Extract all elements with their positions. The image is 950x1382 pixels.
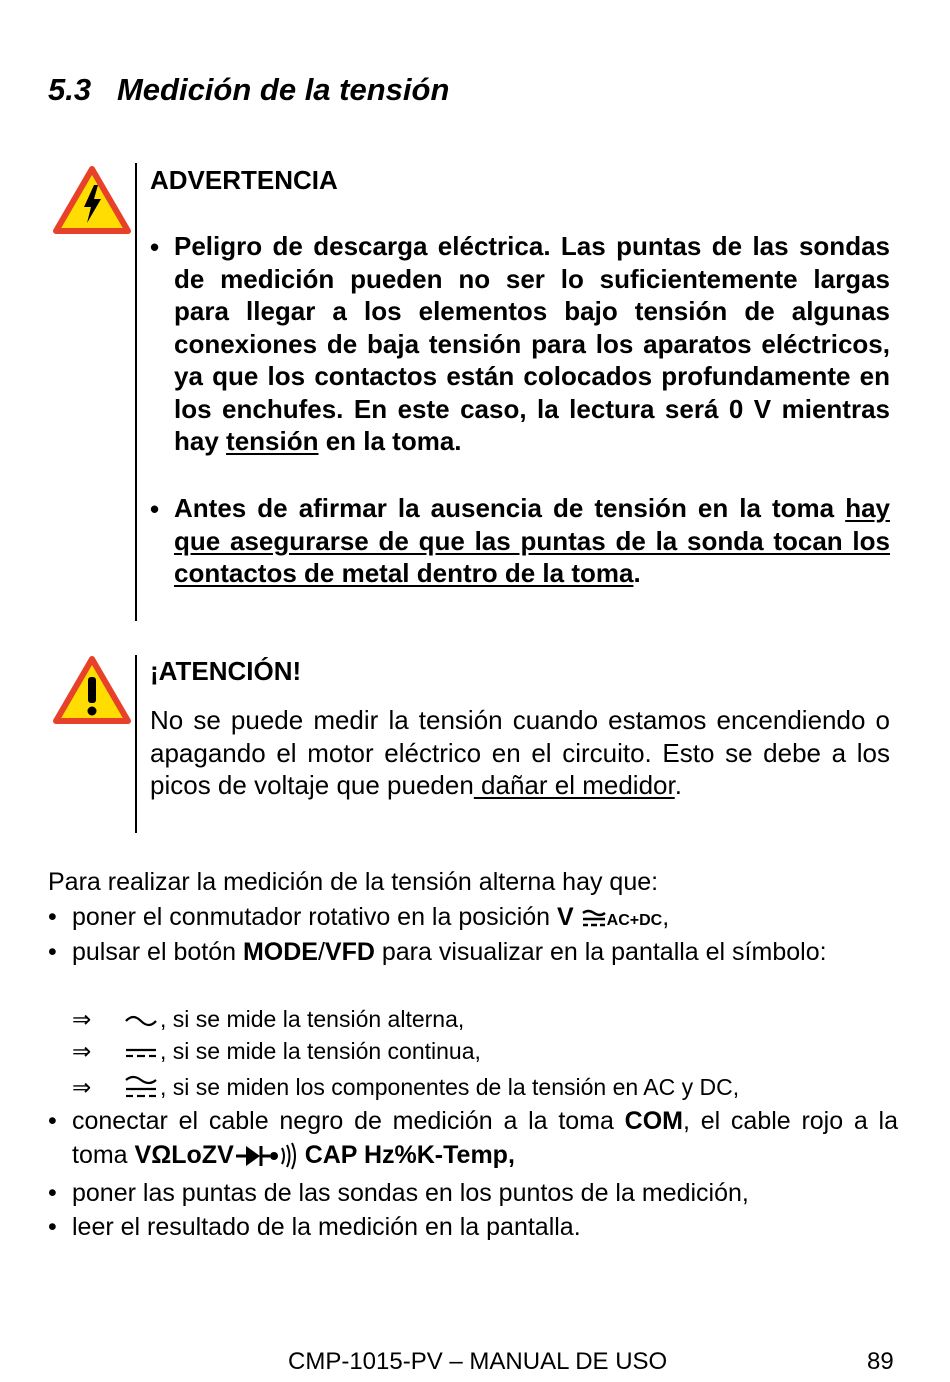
separator: /: [317, 938, 325, 966]
arrow-icon: ⇒: [72, 1038, 92, 1064]
step-text: poner el conmutador rotativo en la posición: [72, 903, 558, 931]
step-4: poner las puntas de las sondas en los puntos de la medición,: [72, 1179, 749, 1207]
diode-continuity-icon: [234, 1141, 298, 1171]
warning-text: Peligro de descarga eléctrica. Las puntas de las sondas de medición pueden no ser lo suficientemente largas para llegar a los elementos bajo tensión de algunas conexiones de baja tensión para los aparatos eléctricos, ya que los contactos están colocados profundamente en los enchufes. En este caso, la lectura será 0 V mientras hay: [174, 231, 890, 456]
attention-text: [150, 704, 890, 802]
warning-bullet-2: [174, 492, 890, 590]
warning-divider: [135, 163, 137, 621]
step-end: ,: [662, 903, 670, 931]
dc-symbol-icon: [122, 1041, 160, 1065]
step-3: [72, 1104, 898, 1172]
arrow-icon: ⇒: [72, 1074, 92, 1100]
volt-label: V: [557, 903, 574, 931]
intro-text: Para realizar la medición de la tensión alterna hay que:: [48, 868, 659, 896]
step-5: leer el resultado de la medición en la pantalla.: [72, 1213, 581, 1241]
sub-text: , si se miden los componentes de la tensión en AC y DC,: [160, 1074, 740, 1100]
ac-dc-symbol-icon: [581, 908, 607, 928]
bullet-marker: •: [48, 938, 57, 966]
step-1: [72, 900, 898, 938]
input-socket-label: VΩLoZV: [134, 1141, 234, 1169]
mode-button-label: MODE: [242, 938, 318, 966]
warning-underlined-text: hay que asegurarse de que las puntas de la sonda tocan los contactos de metal dentro de la toma: [174, 493, 890, 588]
sub-text: , si se mide la tensión continua,: [160, 1038, 481, 1064]
section-title: Medición de la tensión: [116, 72, 450, 107]
sub-item-acdc: [72, 1072, 739, 1104]
ac-wave-icon: [122, 1009, 160, 1033]
section-number: 5.3: [48, 72, 92, 107]
attention-end: .: [674, 770, 682, 800]
bullet-marker: •: [48, 1107, 57, 1135]
warning-text: Antes de afirmar la ausencia de tensión en la toma: [174, 493, 846, 523]
arrow-icon: ⇒: [72, 1006, 92, 1032]
attention-title: ¡ATENCIÓN!: [150, 656, 302, 686]
step-text: pulsar el botón: [72, 938, 243, 966]
bullet-marker: •: [150, 232, 160, 262]
warning-text-end: en la toma.: [318, 426, 462, 456]
sub-item-dc: [72, 1036, 481, 1066]
page-number: 89: [867, 1348, 894, 1375]
step-text-end: para visualizar en la pantalla el símbolo:: [374, 938, 827, 966]
attention-underlined: dañar el medidor: [473, 770, 675, 800]
com-label: COM: [624, 1107, 683, 1135]
bullet-marker: •: [48, 1213, 57, 1241]
ac-dc-label: AC+DC: [606, 912, 663, 929]
step-text: conectar el cable negro de medición a la toma: [72, 1107, 625, 1135]
step-text: , el cable rojo a la toma: [72, 1107, 899, 1169]
cap-temp-label: CAP Hz%K-Temp,: [297, 1141, 515, 1169]
section-heading: [48, 72, 449, 108]
sub-item-ac: [72, 1004, 464, 1034]
attention-divider: [135, 655, 137, 833]
warning-title: ADVERTENCIA: [150, 165, 338, 195]
exclamation-warning-icon: [52, 655, 132, 725]
sub-text: , si se mide la tensión alterna,: [160, 1006, 465, 1032]
warning-text-end: .: [633, 558, 641, 588]
ac-dc-combined-icon: [122, 1074, 160, 1104]
warning-bullet-1: [174, 230, 890, 458]
electric-hazard-icon: [52, 165, 132, 235]
warning-underlined-text: tensión: [226, 426, 319, 456]
footer-doc-title: CMP-1015-PV – MANUAL DE USO: [288, 1348, 668, 1375]
bullet-marker: •: [48, 903, 57, 931]
step-2: [72, 935, 898, 969]
bullet-marker: •: [48, 1179, 57, 1207]
attention-body: No se puede medir la tensión cuando estamos encendiendo o apagando el motor eléctrico en el circuito. Esto se debe a los picos de voltaje que pueden: [150, 705, 890, 800]
bullet-marker: •: [150, 494, 160, 524]
vfd-button-label: VFD: [324, 938, 375, 966]
